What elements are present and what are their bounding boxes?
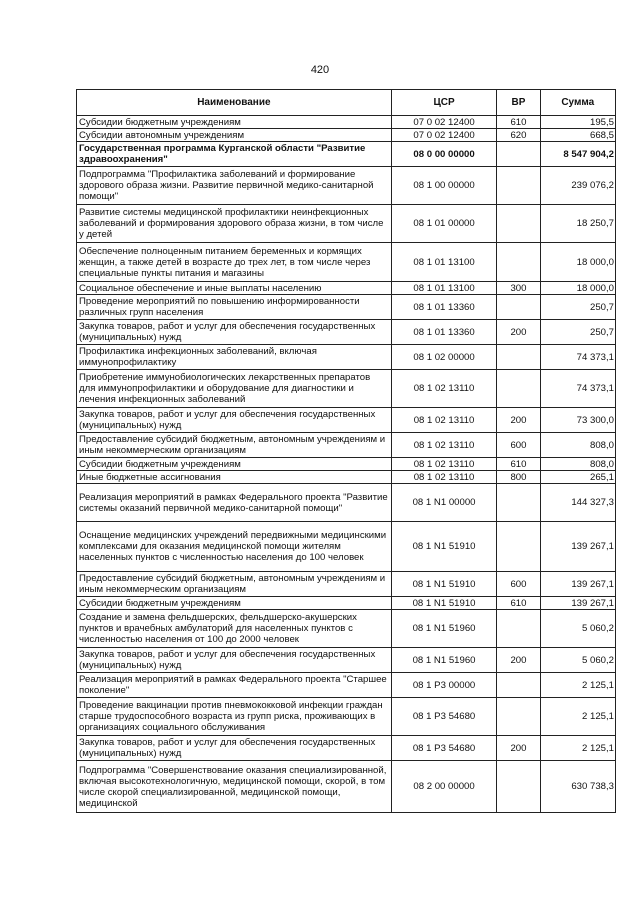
table-row: [77, 597, 616, 610]
row-csr-cell: 08 1 01 00000: [391, 205, 497, 243]
row-vr-cell: 610: [497, 458, 540, 471]
row-name-cell: Подпрограмма "Совершенствование оказания специализированной, включая высокотехнологичную, медицинской помощи, скорой, в том числе скорой специализированной, медицинской помощи, медицинской: [77, 761, 392, 813]
row-vr-cell: 200: [497, 648, 540, 673]
row-sum-cell: 2 125,1: [540, 698, 615, 736]
row-csr-cell: 08 0 00 00000: [391, 142, 497, 167]
row-name-cell: Государственная программа Курганской области "Развитие здравоохранения": [77, 142, 392, 167]
column-header-vr: ВР: [497, 90, 540, 116]
table-row: [77, 433, 616, 458]
row-vr-cell: [497, 370, 540, 408]
row-name-cell: Предоставление субсидий бюджетным, автономным учреждениям и иным некоммерческим организациям: [77, 572, 392, 597]
row-name-cell: Профилактика инфекционных заболеваний, включая иммунопрофилактику: [77, 345, 392, 370]
row-sum-cell: 8 547 904,2: [540, 142, 615, 167]
row-vr-cell: [497, 295, 540, 320]
row-csr-cell: 08 1 N1 51960: [391, 610, 497, 648]
row-name-cell: Создание и замена фельдшерских, фельдшерско-акушерских пунктов и врачебных амбулаторий для населенных пунктов с численностью населения от 100 до 2000 человек: [77, 610, 392, 648]
row-sum-cell: 5 060,2: [540, 610, 615, 648]
header-row: [77, 90, 616, 116]
row-sum-cell: 630 738,3: [540, 761, 615, 813]
row-sum-cell: 18 000,0: [540, 282, 615, 295]
column-header-name: Наименование: [77, 90, 392, 116]
table-row: [77, 129, 616, 142]
row-csr-cell: 08 1 02 00000: [391, 345, 497, 370]
row-csr-cell: 08 1 01 13100: [391, 243, 497, 282]
row-vr-cell: [497, 205, 540, 243]
row-csr-cell: 08 1 02 13110: [391, 408, 497, 433]
row-sum-cell: 239 076,2: [540, 167, 615, 205]
row-csr-cell: 08 1 N1 51910: [391, 522, 497, 572]
table-body: [77, 116, 616, 813]
table-row: [77, 673, 616, 698]
row-vr-cell: 200: [497, 320, 540, 345]
row-csr-cell: 08 1 N1 51960: [391, 648, 497, 673]
table-row: [77, 736, 616, 761]
row-vr-cell: [497, 243, 540, 282]
row-name-cell: Субсидии бюджетным учреждениям: [77, 116, 392, 129]
table-row: [77, 345, 616, 370]
row-sum-cell: 139 267,1: [540, 597, 615, 610]
row-vr-cell: [497, 761, 540, 813]
row-name-cell: Предоставление субсидий бюджетным, автономным учреждениям и иным некоммерческим организациям: [77, 433, 392, 458]
column-header-sum: Сумма: [540, 90, 615, 116]
row-sum-cell: 139 267,1: [540, 572, 615, 597]
row-sum-cell: 18 000,0: [540, 243, 615, 282]
row-vr-cell: [497, 142, 540, 167]
row-csr-cell: 08 2 00 00000: [391, 761, 497, 813]
row-sum-cell: 73 300,0: [540, 408, 615, 433]
table-row: [77, 370, 616, 408]
row-name-cell: Приобретение иммунобиологических лекарственных препаратов для иммунопрофилактики и оборудование для диагностики и лечения инфекционных заболеваний: [77, 370, 392, 408]
row-name-cell: Закупка товаров, работ и услуг для обеспечения государственных (муниципальных) нужд: [77, 648, 392, 673]
row-csr-cell: 08 1 P3 00000: [391, 673, 497, 698]
row-vr-cell: [497, 167, 540, 205]
row-vr-cell: 200: [497, 408, 540, 433]
row-vr-cell: 300: [497, 282, 540, 295]
row-csr-cell: 08 1 02 13110: [391, 458, 497, 471]
row-vr-cell: 610: [497, 597, 540, 610]
row-sum-cell: 668,5: [540, 129, 615, 142]
row-sum-cell: 2 125,1: [540, 673, 615, 698]
table-row: [77, 408, 616, 433]
row-sum-cell: 5 060,2: [540, 648, 615, 673]
row-name-cell: Реализация мероприятий в рамках Федерального проекта "Старшее поколение": [77, 673, 392, 698]
table-row: [77, 761, 616, 813]
table-row: [77, 572, 616, 597]
row-csr-cell: 08 1 01 13360: [391, 295, 497, 320]
budget-table: [76, 89, 616, 813]
table-row: [77, 522, 616, 572]
row-name-cell: Социальное обеспечение и иные выплаты населению: [77, 282, 392, 295]
row-csr-cell: 08 1 N1 51910: [391, 572, 497, 597]
row-name-cell: Субсидии автономным учреждениям: [77, 129, 392, 142]
row-csr-cell: 08 1 00 00000: [391, 167, 497, 205]
row-sum-cell: 265,1: [540, 471, 615, 484]
table-row: [77, 142, 616, 167]
row-name-cell: Оснащение медицинских учреждений передвижными медицинскими комплексами для оказания медицинской помощи жителям населенных пунктов с численностью населения до 100 человек: [77, 522, 392, 572]
row-vr-cell: 600: [497, 572, 540, 597]
row-vr-cell: [497, 345, 540, 370]
table-row: [77, 484, 616, 522]
row-sum-cell: 74 373,1: [540, 370, 615, 408]
table-row: [77, 471, 616, 484]
table-row: [77, 205, 616, 243]
row-vr-cell: 800: [497, 471, 540, 484]
row-sum-cell: 195,5: [540, 116, 615, 129]
row-vr-cell: [497, 673, 540, 698]
row-csr-cell: 08 1 P3 54680: [391, 698, 497, 736]
row-csr-cell: 08 1 02 13110: [391, 471, 497, 484]
row-vr-cell: [497, 610, 540, 648]
row-vr-cell: 600: [497, 433, 540, 458]
row-name-cell: Иные бюджетные ассигнования: [77, 471, 392, 484]
row-sum-cell: 250,7: [540, 295, 615, 320]
row-sum-cell: 74 373,1: [540, 345, 615, 370]
table-row: [77, 243, 616, 282]
row-name-cell: Реализация мероприятий в рамках Федерального проекта "Развитие системы оказаний первичной медико-санитарной помощи": [77, 484, 392, 522]
table-row: [77, 295, 616, 320]
table-row: [77, 282, 616, 295]
table-row: [77, 167, 616, 205]
row-vr-cell: 200: [497, 736, 540, 761]
row-csr-cell: 08 1 02 13110: [391, 370, 497, 408]
row-csr-cell: 08 1 P3 54680: [391, 736, 497, 761]
row-vr-cell: [497, 698, 540, 736]
row-name-cell: Проведение вакцинации против пневмококковой инфекции граждан старше трудоспособного возраста из групп риска, проживающих в организациях социального обслуживания: [77, 698, 392, 736]
row-vr-cell: [497, 484, 540, 522]
row-vr-cell: 620: [497, 129, 540, 142]
row-csr-cell: 08 1 01 13360: [391, 320, 497, 345]
row-name-cell: Обеспечение полноценным питанием беременных и кормящих женщин, а также детей в возрасте до трех лет, в том числе через специальные пункты питания и магазины: [77, 243, 392, 282]
row-sum-cell: 144 327,3: [540, 484, 615, 522]
row-csr-cell: 08 1 01 13100: [391, 282, 497, 295]
row-csr-cell: 08 1 N1 51910: [391, 597, 497, 610]
row-name-cell: Субсидии бюджетным учреждениям: [77, 597, 392, 610]
row-sum-cell: 18 250,7: [540, 205, 615, 243]
page-number: 420: [310, 64, 330, 76]
table-header: [77, 90, 616, 116]
row-sum-cell: 808,0: [540, 433, 615, 458]
row-name-cell: Развитие системы медицинской профилактики неинфекционных заболеваний и формирования здорового образа жизни, в том числе у детей: [77, 205, 392, 243]
row-vr-cell: 610: [497, 116, 540, 129]
row-name-cell: Закупка товаров, работ и услуг для обеспечения государственных (муниципальных) нужд: [77, 320, 392, 345]
row-csr-cell: 08 1 02 13110: [391, 433, 497, 458]
table-row: [77, 698, 616, 736]
row-sum-cell: 139 267,1: [540, 522, 615, 572]
row-csr-cell: 07 0 02 12400: [391, 129, 497, 142]
table-row: [77, 116, 616, 129]
row-sum-cell: 808,0: [540, 458, 615, 471]
row-sum-cell: 2 125,1: [540, 736, 615, 761]
column-header-csr: ЦСР: [391, 90, 497, 116]
row-name-cell: Субсидии бюджетным учреждениям: [77, 458, 392, 471]
row-name-cell: Закупка товаров, работ и услуг для обеспечения государственных (муниципальных) нужд: [77, 736, 392, 761]
row-vr-cell: [497, 522, 540, 572]
row-sum-cell: 250,7: [540, 320, 615, 345]
row-csr-cell: 07 0 02 12400: [391, 116, 497, 129]
row-name-cell: Закупка товаров, работ и услуг для обеспечения государственных (муниципальных) нужд: [77, 408, 392, 433]
table-row: [77, 458, 616, 471]
row-csr-cell: 08 1 N1 00000: [391, 484, 497, 522]
row-name-cell: Проведение мероприятий по повышению информированности различных групп населения: [77, 295, 392, 320]
table-row: [77, 610, 616, 648]
table-row: [77, 648, 616, 673]
table-row: [77, 320, 616, 345]
row-name-cell: Подпрограмма "Профилактика заболеваний и формирование здорового образа жизни. Развитие первичной медико-санитарной помощи": [77, 167, 392, 205]
